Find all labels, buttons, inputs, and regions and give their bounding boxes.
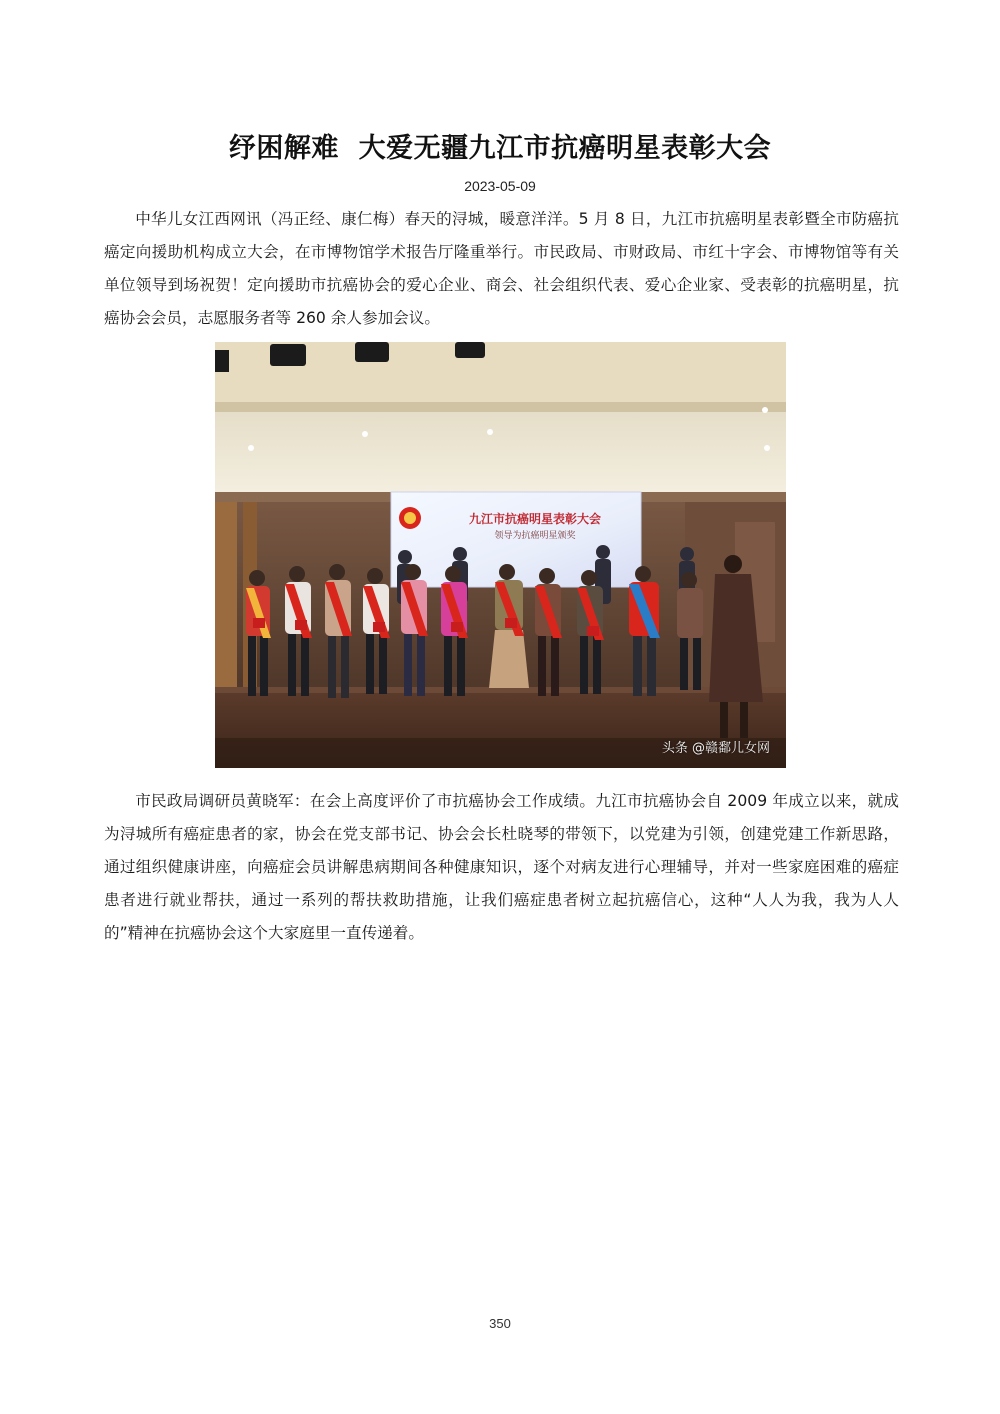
screen-title: 九江市抗癌明星表彰大会	[468, 512, 601, 526]
photo-watermark: 头条 @赣鄱儿女网	[661, 741, 770, 756]
event-photo-illustration	[215, 342, 786, 768]
article-paragraph-2: 市民政局调研员黄晓军：在会上高度评价了市抗癌协会工作成绩。九江市抗癌协会自 2009 年成立以来，就成为浔城所有癌症患者的家，协会在党支部书记、协会会长杜晓琴的带领下，以党建为引领，创建党建工作新思路，通过组织健康讲座，向癌症会员讲解患病期间各种健康知识，逐个对病友进行心理辅导，并对一些家庭困难的癌症患者进行就业帮扶，通过一系列的帮扶救助措施，让我们癌症患者树立起抗癌信心，这种“人人为我，我为人人的”精神在抗癌协会这个大家庭里一直传递着。	[104, 792, 899, 942]
page-number: 350	[489, 1316, 511, 1331]
article-date: 2023-05-09	[464, 178, 536, 194]
screen-subtitle: 领导为抗癌明星颁奖	[494, 531, 576, 541]
article-title: 纾困解难 大爱无疆九江市抗癌明星表彰大会	[228, 133, 772, 164]
article-paragraph-1: 中华儿女江西网讯（冯正经、康仁梅）春天的浔城，暖意洋洋。5 月 8 日，九江市抗癌明星表彰暨全市防癌抗癌定向援助机构成立大会，在市博物馆学术报告厅隆重举行。市民政局、市财政局、市红十字会、市博物馆等有关单位领导到场祝贺！定向援助市抗癌协会的爱心企业、商会、社会组织代表、爱心企业家、受表彰的抗癌明星，抗癌协会会员，志愿服务者等 260 余人参加会议。	[104, 210, 899, 327]
event-photo	[215, 342, 786, 768]
